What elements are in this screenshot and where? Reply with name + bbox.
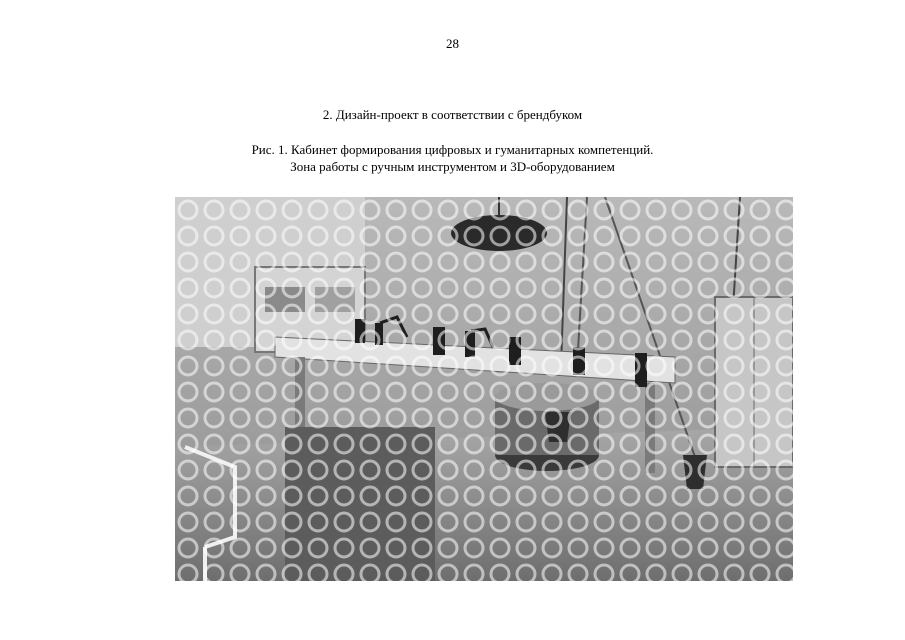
figure-caption bbox=[0, 141, 905, 175]
figure-caption-line-2: Зона работы с ручным инструментом и 3D-оборудованием bbox=[290, 159, 615, 174]
section-heading: 2. Дизайн-проект в соответствии с брендбуком bbox=[322, 107, 583, 122]
figure-caption-line-1: Рис. 1. Кабинет формирования цифровых и гуманитарных компетенций. bbox=[251, 142, 654, 157]
page-number: 28 bbox=[446, 36, 459, 51]
classroom-photo-drawing bbox=[175, 197, 793, 581]
classroom-photo bbox=[175, 197, 793, 581]
